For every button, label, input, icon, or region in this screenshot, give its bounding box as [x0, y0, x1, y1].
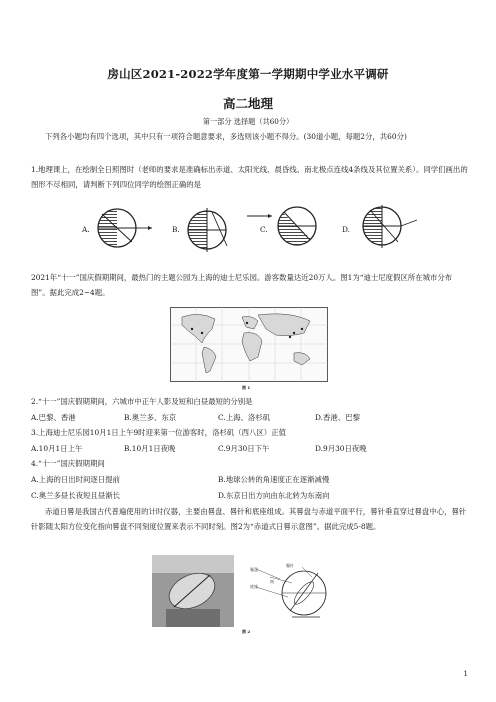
globe-a	[98, 209, 152, 247]
figure-1-map	[170, 307, 328, 391]
fig2-label-gnomon: 晷针	[286, 563, 294, 568]
fig2-label-south: 南	[270, 579, 274, 584]
fig2-label-dial: 晷盘	[250, 567, 258, 572]
q2-option-a: A.巴黎、香港	[31, 413, 76, 422]
passage-2: 赤道日晷是我国古代普遍使用的计时仪器，主要由晷盘、晷针和底座组成。其晷盘与赤道平面平行，晷针垂直穿过晷盘中心，晷针针影随太阳方位变化指向晷盘不同刻度位置来表示不同时刻。图2为“赤道式日晷示意图”。据此完成5-8题。	[31, 507, 467, 532]
q4-option-a: A.上海的日出时间逐日提前	[31, 475, 120, 484]
globe-c	[247, 207, 316, 245]
q1-option-b: B.	[172, 225, 180, 234]
world-map	[170, 307, 328, 391]
figure-1-caption: 图 1	[242, 385, 251, 390]
question-3: 3.上海迪士尼乐园10月1日上午9时迎来第一位游客时，洛杉矶（西八区）正值	[31, 428, 286, 437]
figure-2-caption: 图 2	[242, 629, 251, 634]
page-number: 1	[463, 670, 468, 678]
q4-option-b: B.地球公转的角速度正在逐渐减慢	[218, 475, 330, 484]
q4-option-d: D.东京日出方向由东北转为东南向	[218, 491, 330, 500]
q1-figure	[72, 198, 422, 258]
q1-option-a: A.	[82, 225, 90, 234]
q2-option-c: C.上海、洛杉矶	[218, 413, 271, 422]
q4-option-c: C.奥兰多昼长夜短且昼渐长	[31, 491, 121, 500]
q1-option-c: C.	[260, 225, 268, 234]
q3-option-c: C.9月30日下午	[218, 444, 270, 453]
q3-option-a: A.10月1日上午	[31, 444, 83, 453]
question-2: 2.“十一”国庆假期期间，六城市中正午人影及短和白昼最短的分别是	[31, 397, 253, 406]
fig2-label-base: 底座	[250, 584, 258, 589]
document-title: 房山区2021-2022学年度第一学期期中学业水平调研	[107, 67, 389, 81]
q2-option-d: D.香港、巴黎	[315, 413, 360, 422]
q1-option-d: D.	[342, 225, 351, 234]
instruction-text: 下列各小题均有四个选项，其中只有一项符合题意要求，多选则该小题不得分。(30道小题，每题2分，共60分)	[45, 132, 407, 141]
question-1: 1.地理课上，在绘制全日照图时（老师的要求是准确标出赤道、太阳光线、晨昏线、南北极点连线4条线及其位置关系）。同学们画出的图形不尽相同，请判断下列四位同学的绘图正确的是	[31, 165, 468, 190]
question-4: 4.“十一”国庆假期期间	[31, 459, 105, 468]
section-heading: 第一部分 选择题（共60分）	[202, 117, 294, 126]
sundial-illustration	[152, 555, 342, 627]
q3-option-b: B.10月1日夜晚	[124, 444, 176, 453]
figure-2	[152, 555, 342, 627]
passage-1: 2021年“十一”国庆假期期间，最热门的主题公园为上海的迪士尼乐园。游客数量达近20万人。图1为“迪士尼度假区所在城市分布图”。据此完成2~4题。	[31, 273, 453, 298]
globe-d	[363, 205, 417, 248]
document-subtitle: 高二地理	[222, 96, 273, 111]
q3-option-d: D.9月30日夜晚	[315, 444, 367, 453]
q2-option-b: B.奥兰多、东京	[124, 413, 177, 422]
globe-b	[188, 208, 227, 252]
sundial-schematic	[256, 567, 326, 617]
globe-drawings	[72, 198, 422, 258]
